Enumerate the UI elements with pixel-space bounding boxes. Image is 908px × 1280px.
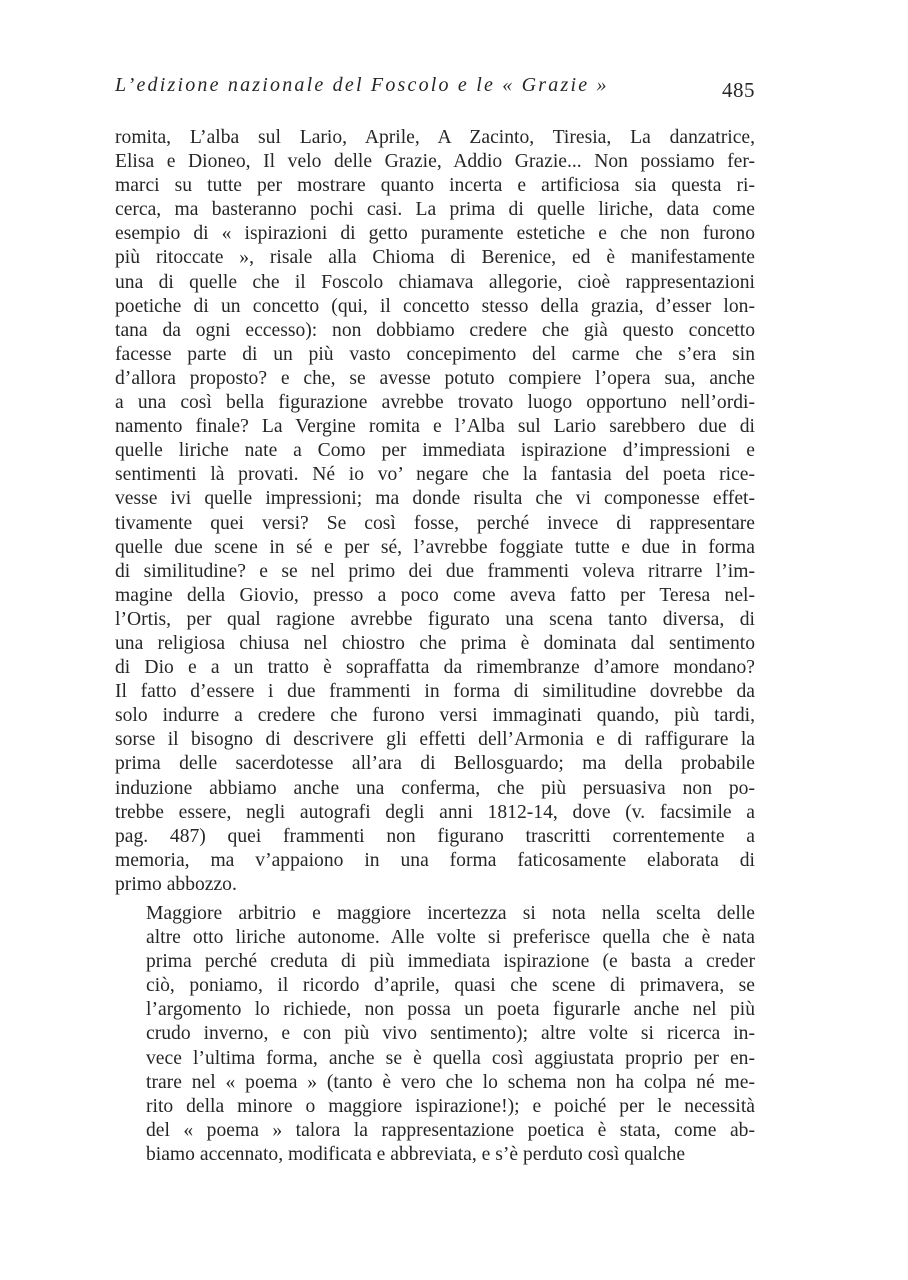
- text-line: Elisa e Dioneo, Il velo delle Grazie, Addio Grazie... Non possiamo fer-: [115, 151, 755, 173]
- text-line: ciò, poniamo, il ricordo d’aprile, quasi che scene di primavera, se: [146, 975, 755, 997]
- text-line: una di quelle che il Foscolo chiamava allegorie, cioè rappresentazioni: [115, 271, 755, 293]
- running-title: L’edizione nazionale del Foscolo e le « Grazie »: [115, 74, 609, 96]
- text-line: cerca, ma basteranno pochi casi. La prima di quelle liriche, data come: [115, 199, 755, 221]
- text-line: solo indurre a credere che furono versi immaginati quando, più tardi,: [115, 705, 755, 727]
- text-line: trare nel « poema » (tanto è vero che lo schema non ha colpa né me-: [146, 1071, 755, 1093]
- body-text: [115, 126, 755, 1167]
- text-line: facesse parte di un più vasto concepimento del carme che s’era sin: [115, 343, 755, 365]
- page-number: 485: [722, 78, 755, 102]
- paragraph: [115, 902, 755, 1167]
- text-line: prima delle sacerdotesse all’ara di Bellosguardo; ma della probabile: [115, 753, 755, 775]
- text-line: sentimenti là provati. Né io vo’ negare che la fantasia del poeta rice-: [115, 464, 755, 486]
- text-line: sorse il bisogno di descrivere gli effetti dell’Armonia e di raffigurare la: [115, 729, 755, 751]
- text-line: d’allora proposto? e che, se avesse potuto compiere l’opera sua, anche: [115, 367, 755, 389]
- text-line: magine della Giovio, presso a poco come aveva fatto per Teresa nel-: [115, 584, 755, 606]
- paragraph: [115, 126, 755, 897]
- text-line: Il fatto d’essere i due frammenti in forma di similitudine dovrebbe da: [115, 681, 755, 703]
- text-line: rito della minore o maggiore ispirazione!); e poiché per le necessità: [146, 1095, 755, 1117]
- text-line: a una così bella figurazione avrebbe trovato luogo opportuno nell’ordi-: [115, 392, 755, 414]
- text-line: del « poema » talora la rappresentazione poetica è stata, come ab-: [146, 1119, 755, 1141]
- text-line: marci su tutte per mostrare quanto incerta e artificiosa sia questa ri-: [115, 175, 755, 197]
- text-line: più ritoccate », risale alla Chioma di Berenice, ed è manifestamente: [115, 247, 755, 269]
- text-line: esempio di « ispirazioni di getto puramente estetiche e che non furono: [115, 223, 755, 245]
- text-line: Maggiore arbitrio e maggiore incertezza si nota nella scelta delle: [146, 903, 755, 924]
- text-line: romita, L’alba sul Lario, Aprile, A Zacinto, Tiresia, La danzatrice,: [115, 127, 755, 148]
- text-line: vesse ivi quelle impressioni; ma donde risulta che vi componesse effet-: [115, 488, 755, 510]
- text-line: induzione abbiamo anche una conferma, che più persuasiva non po-: [115, 777, 755, 799]
- text-line: tana da ogni eccesso): non dobbiamo credere che già questo concetto: [115, 319, 755, 341]
- text-line: trebbe essere, negli autografi degli anni 1812-14, dove (v. facsimile a: [115, 801, 755, 823]
- text-line: crudo inverno, e con più vivo sentimento); altre volte si ricerca in-: [146, 1023, 755, 1045]
- text-line: di similitudine? e se nel primo dei due frammenti voleva ritrarre l’im-: [115, 560, 755, 582]
- text-line: quelle due scene in sé e per sé, l’avrebbe foggiate tutte e due in forma: [115, 536, 755, 558]
- text-line: una religiosa chiusa nel chiostro che prima è dominata dal sentimento: [115, 632, 755, 654]
- text-line: di Dio e a un tratto è sopraffatta da rimembranze d’amore mondano?: [115, 657, 755, 679]
- text-line: prima perché creduta di più immediata ispirazione (e basta a creder: [146, 951, 755, 973]
- text-line: tivamente quei versi? Se così fosse, perché invece di rappresentare: [115, 512, 755, 534]
- text-line: quelle liriche nate a Como per immediata ispirazione d’impressioni e: [115, 440, 755, 462]
- text-line: memoria, ma v’appaiono in una forma faticosamente elaborata di: [115, 849, 755, 871]
- running-head: [115, 74, 755, 104]
- text-line: altre otto liriche autonome. Alle volte si preferisce quella che è nata: [146, 927, 755, 949]
- text-line: l’argomento lo richiede, non possa un poeta figurarle anche nel più: [146, 999, 755, 1021]
- text-line: biamo accennato, modificata e abbreviata, e s’è perduto così qualche: [146, 1143, 686, 1165]
- text-line: pag. 487) quei frammenti non figurano trascritti correntemente a: [115, 825, 755, 847]
- text-line: namento finale? La Vergine romita e l’Alba sul Lario sarebbero due di: [115, 416, 755, 438]
- text-line: l’Ortis, per qual ragione avrebbe figurato una scena tanto diversa, di: [115, 608, 755, 630]
- text-line: vece l’ultima forma, anche se è quella così aggiustata proprio per en-: [146, 1047, 755, 1069]
- text-line: primo abbozzo.: [115, 873, 237, 895]
- text-line: poetiche di un concetto (qui, il concetto stesso della grazia, d’esser lon-: [115, 295, 755, 317]
